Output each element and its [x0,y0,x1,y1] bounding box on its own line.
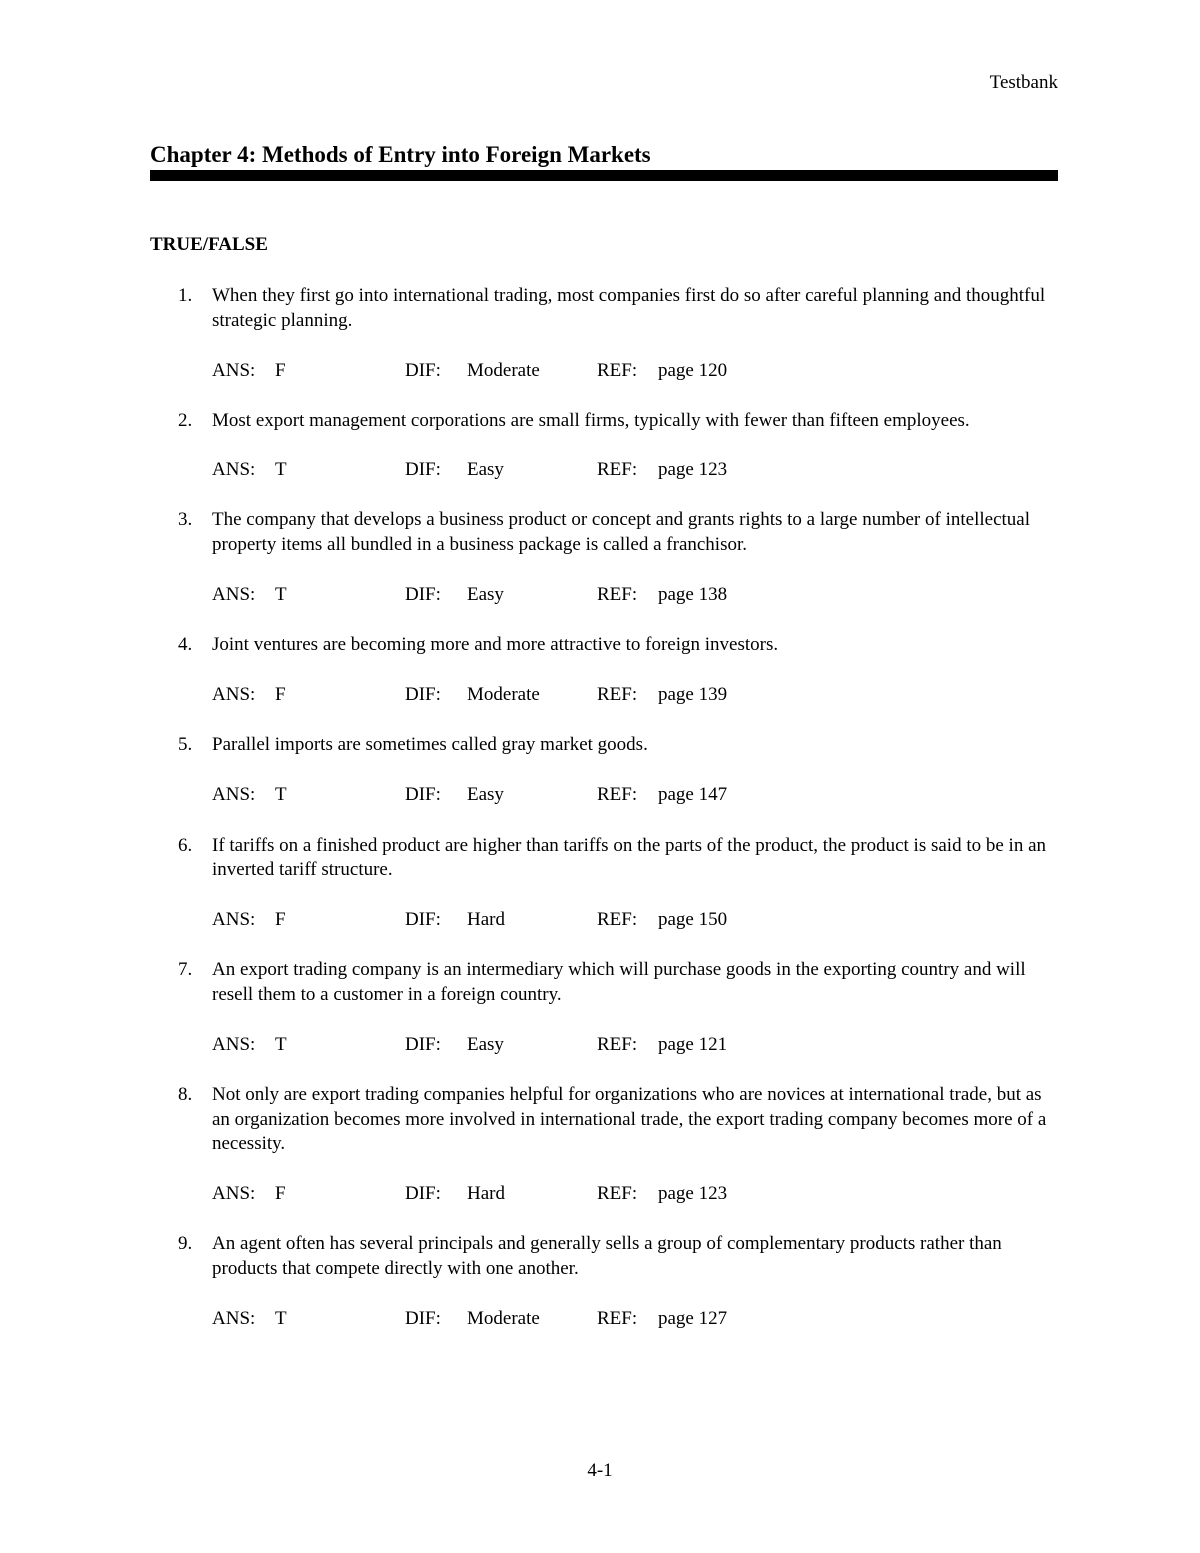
ans-value: F [275,359,286,381]
ref-value: page 121 [658,1033,728,1055]
question-item-8 [150,1083,1050,1207]
ans-label: ANS: [212,1307,256,1329]
dif-label: DIF: [405,783,441,805]
ref-value: page 120 [658,359,728,381]
dif-label: DIF: [405,683,441,705]
question-item-6 [150,834,1050,934]
dif-value: Moderate [467,1307,540,1329]
dif-value: Hard [467,909,505,931]
question-number: 5. [178,733,193,755]
question-text: Most export management corporations are small firms, typically with fewer than fifteen employees. [212,409,970,431]
dif-value: Hard [467,1183,505,1205]
ref-value: page 139 [658,683,728,705]
question-number: 7. [178,959,193,981]
question-number: 4. [178,633,193,655]
ans-label: ANS: [212,683,256,705]
ref-value: page 150 [658,909,728,931]
question-text: An export trading company is an intermediary which will purchase goods in the exporting country and will resell them to a customer in a foreign country. [212,959,1026,1005]
ref-label: REF: [597,783,638,805]
dif-label: DIF: [405,1183,441,1205]
dif-value: Moderate [467,683,540,705]
question-item-3 [150,508,1050,608]
question-number: 1. [178,285,193,306]
ref-label: REF: [597,1307,638,1329]
ans-label: ANS: [212,909,256,931]
ans-label: ANS: [212,1033,256,1055]
ref-label: REF: [597,583,638,605]
ref-value: page 123 [658,1183,728,1205]
ans-value: T [275,583,287,605]
answer-line [212,1307,1050,1332]
question-item-9 [150,1232,1050,1332]
question-number: 8. [178,1083,193,1105]
ans-value: T [275,1307,287,1329]
running-header: Testbank [989,72,1058,93]
ref-value: page 127 [658,1307,728,1329]
question-text: An agent often has several principals and generally sells a group of complementary products rather than products that compete directly with one another. [212,1233,1002,1279]
dif-value: Easy [467,583,504,605]
ans-label: ANS: [212,783,256,805]
ref-label: REF: [597,1033,638,1055]
dif-label: DIF: [405,909,441,931]
question-list [150,284,1050,1332]
dif-value: Easy [467,459,504,481]
question-text: Joint ventures are becoming more and more attractive to foreign investors. [212,633,779,655]
ans-label: ANS: [212,459,256,481]
ans-label: ANS: [212,359,256,381]
dif-label: DIF: [405,1033,441,1055]
answer-line [212,1182,1050,1207]
dif-label: DIF: [405,583,441,605]
ref-label: REF: [597,359,638,381]
question-text: When they first go into international trading, most companies first do so after careful planning and thoughtful strategic planning. [212,285,1046,331]
ref-label: REF: [597,459,638,481]
answer-line [212,583,1050,608]
question-number: 9. [178,1233,193,1255]
ans-value: T [275,783,287,805]
page-number: 4-1 [587,1460,613,1481]
question-number: 6. [178,834,193,856]
question-item-7 [150,958,1050,1058]
answer-line [212,783,1050,808]
section-heading: TRUE/FALSE [150,234,268,255]
answer-line [212,1033,1050,1058]
question-item-4 [150,633,1050,708]
question-text: The company that develops a business product or concept and grants rights to a large number of intellectual property items all bundled in a business package is called a franchisor. [212,509,1030,556]
ref-value: page 123 [658,459,728,481]
question-item-1 [150,284,1050,384]
title-rule [150,170,1058,181]
question-text: Parallel imports are sometimes called gray market goods. [212,733,648,755]
ans-value: F [275,1183,286,1205]
ref-label: REF: [597,683,638,705]
ref-label: REF: [597,1183,638,1205]
dif-value: Easy [467,1033,504,1055]
question-text: If tariffs on a finished product are higher than tariffs on the parts of the product, the product is said to be in an inverted tariff structure. [212,834,1047,881]
ref-value: page 147 [658,783,728,805]
dif-label: DIF: [405,359,441,381]
answer-line [212,458,1050,483]
question-item-2 [150,409,1050,484]
question-item-5 [150,733,1050,808]
ans-value: F [275,909,286,931]
ans-value: T [275,1033,287,1055]
answer-line [212,908,1050,933]
chapter-title: Chapter 4: Methods of Entry into Foreign Markets [150,142,651,167]
ref-value: page 138 [658,583,728,605]
dif-label: DIF: [405,459,441,481]
dif-label: DIF: [405,1307,441,1329]
ans-value: T [275,459,287,481]
ans-label: ANS: [212,1183,256,1205]
ans-value: F [275,683,286,705]
question-number: 2. [178,409,193,431]
question-text: Not only are export trading companies helpful for organizations who are novices at international trade, but as an organization becomes more involved in international trade, the export trading company becomes more of a necessity. [212,1083,1047,1155]
ref-label: REF: [597,909,638,931]
question-number: 3. [178,509,193,531]
dif-value: Easy [467,783,504,805]
answer-line [212,359,1050,384]
ans-label: ANS: [212,583,256,605]
answer-line [212,683,1050,708]
dif-value: Moderate [467,359,540,381]
